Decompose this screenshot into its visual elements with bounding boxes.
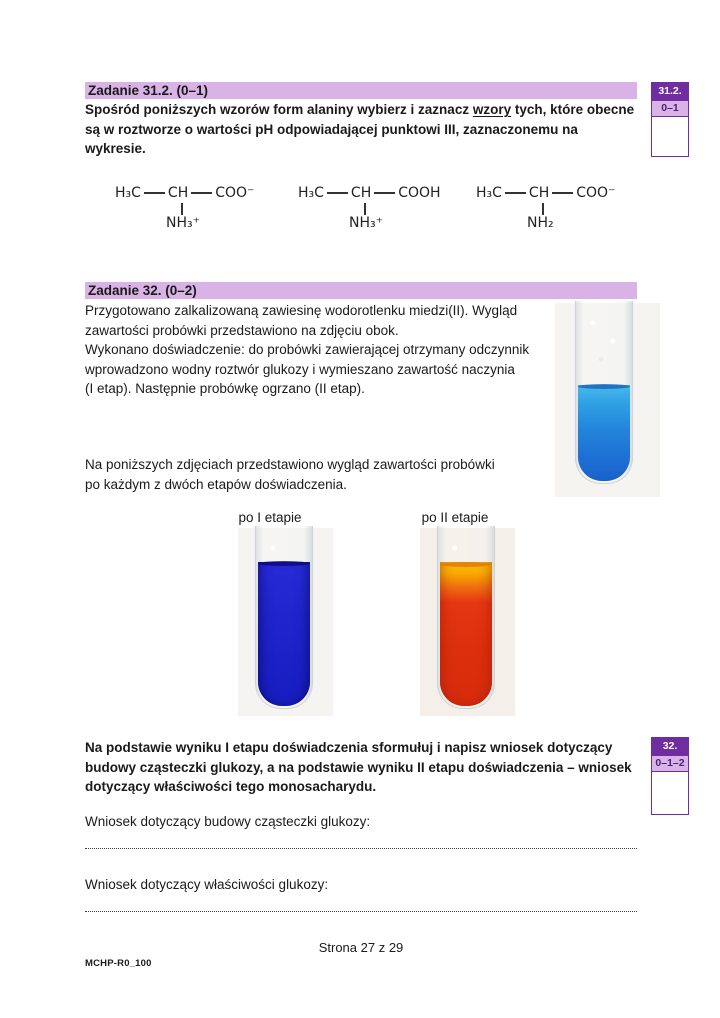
ch-group: CH [350,185,372,201]
single-bond [191,192,212,194]
underlined-word: wzory [472,102,512,117]
vertical-bond [542,203,544,215]
task-31-2-header-bar [85,82,637,99]
score-box-task-id: 31.2. [652,83,688,100]
question-line: Na podstawie wyniku I etapu doświadczenia sformułuj i napisz wniosek dotyczący [85,740,613,755]
task-31-2-body [85,100,645,159]
stage1-label: po I etapie [238,510,302,525]
task-32-question [85,738,650,797]
question-line: budowy cząsteczki glukozy, a na podstawie wyniku II etapu doświadczenia – wniosek [85,759,632,775]
score-box-scale: 0–1–2 [652,755,688,772]
question-line: dotyczący właściwości tego monosacharydu. [85,779,377,794]
formula-main-chain [476,183,615,203]
alanine-zwitterion-formula [115,183,254,231]
amino-group: NH₂ [527,215,554,231]
intro-line: zawartości probówki przedstawiono na zdjęciu obok. [85,322,399,338]
liquid-meniscus [258,561,310,566]
carboxylate-group: COO⁻ [576,185,616,201]
intro-line: wprowadzono wodny roztwór glukozy i wymieszano zawartość naczynia [85,361,515,377]
task-32-intro [85,301,565,399]
score-box-empty-cell [652,117,688,156]
alanine-cation-formula [298,183,441,231]
test-tube-photo-stage1 [238,528,333,716]
single-bond [505,192,526,194]
score-box-scale: 0–1 [652,100,688,117]
alanine-anion-formula [476,183,615,231]
form-code: MCHP-R0_100 [85,958,152,969]
score-box-task-id: 32. [652,738,688,755]
score-box-32 [651,737,689,815]
answer1-label: Wniosek dotyczący budowy cząsteczki glukozy: [85,814,371,829]
methyl-group: H₃C [298,185,324,201]
amino-group: NH₃⁺ [166,215,201,231]
answer-dotted-line-1 [85,838,637,849]
body-text: Spośród poniższych wzorów form alaniny wybierz i zaznacz [85,102,473,117]
body-line: wykresie. [85,141,146,156]
answer2-label: Wniosek dotyczący właściwości glukozy: [85,877,329,892]
photos-caption [85,455,565,494]
methyl-group: H₃C [115,185,141,201]
carboxyl-group: COOH [398,185,441,201]
caption-line: po każdym z dwóch etapów doświadczenia. [85,476,347,492]
test-tube-photo-stage2 [420,528,515,716]
tube-glass [437,526,495,709]
body-text: tych, które obecne [511,102,635,117]
formula-main-chain [115,183,254,203]
single-bond [144,192,165,194]
tube-liquid-stage1 [258,562,310,706]
vertical-bond [181,203,183,215]
single-bond [327,192,348,194]
task-31-2-title: Zadanie 31.2. (0–1) [88,83,209,98]
single-bond [552,192,573,194]
tube-glass [255,526,313,709]
intro-line: (I etap). Następnie probówkę ogrzano (II etap). [85,381,365,396]
page-number: Strona 27 z 29 [318,940,404,955]
vertical-bond [364,203,366,215]
intro-line: Wykonano doświadczenie: do probówki zawierającej otrzymany odczynnik [85,342,530,357]
single-bond [374,192,395,194]
ch-group: CH [528,185,550,201]
liquid-meniscus [440,562,492,567]
score-box-empty-cell [652,772,688,814]
task-32-title: Zadanie 32. (0–2) [88,283,197,298]
body-line [85,100,645,120]
tube-liquid-stage2 [440,562,492,706]
liquid-meniscus [578,384,630,389]
answer-dotted-line-2 [85,901,637,912]
intro-line: Przygotowano zalkalizowaną zawiesinę wodorotlenku miedzi(II). Wygląd [85,303,518,318]
methyl-group: H₃C [476,185,502,201]
stage2-label: po II etapie [421,510,489,525]
tube-liquid-suspension [578,385,630,481]
caption-line: Na poniższych zdjęciach przedstawiono wygląd zawartości probówki [85,457,495,472]
score-box-31-2 [651,82,689,157]
amino-group: NH₃⁺ [349,215,384,231]
task-32-header-bar [85,282,637,299]
carboxylate-group: COO⁻ [215,185,255,201]
ch-group: CH [167,185,189,201]
formula-main-chain [298,183,441,203]
test-tube-photo-initial [555,303,660,497]
body-line: są w roztworze o wartości pH odpowiadającej punktowi III, zaznaczonemu na [85,121,578,137]
tube-glass [575,301,633,484]
